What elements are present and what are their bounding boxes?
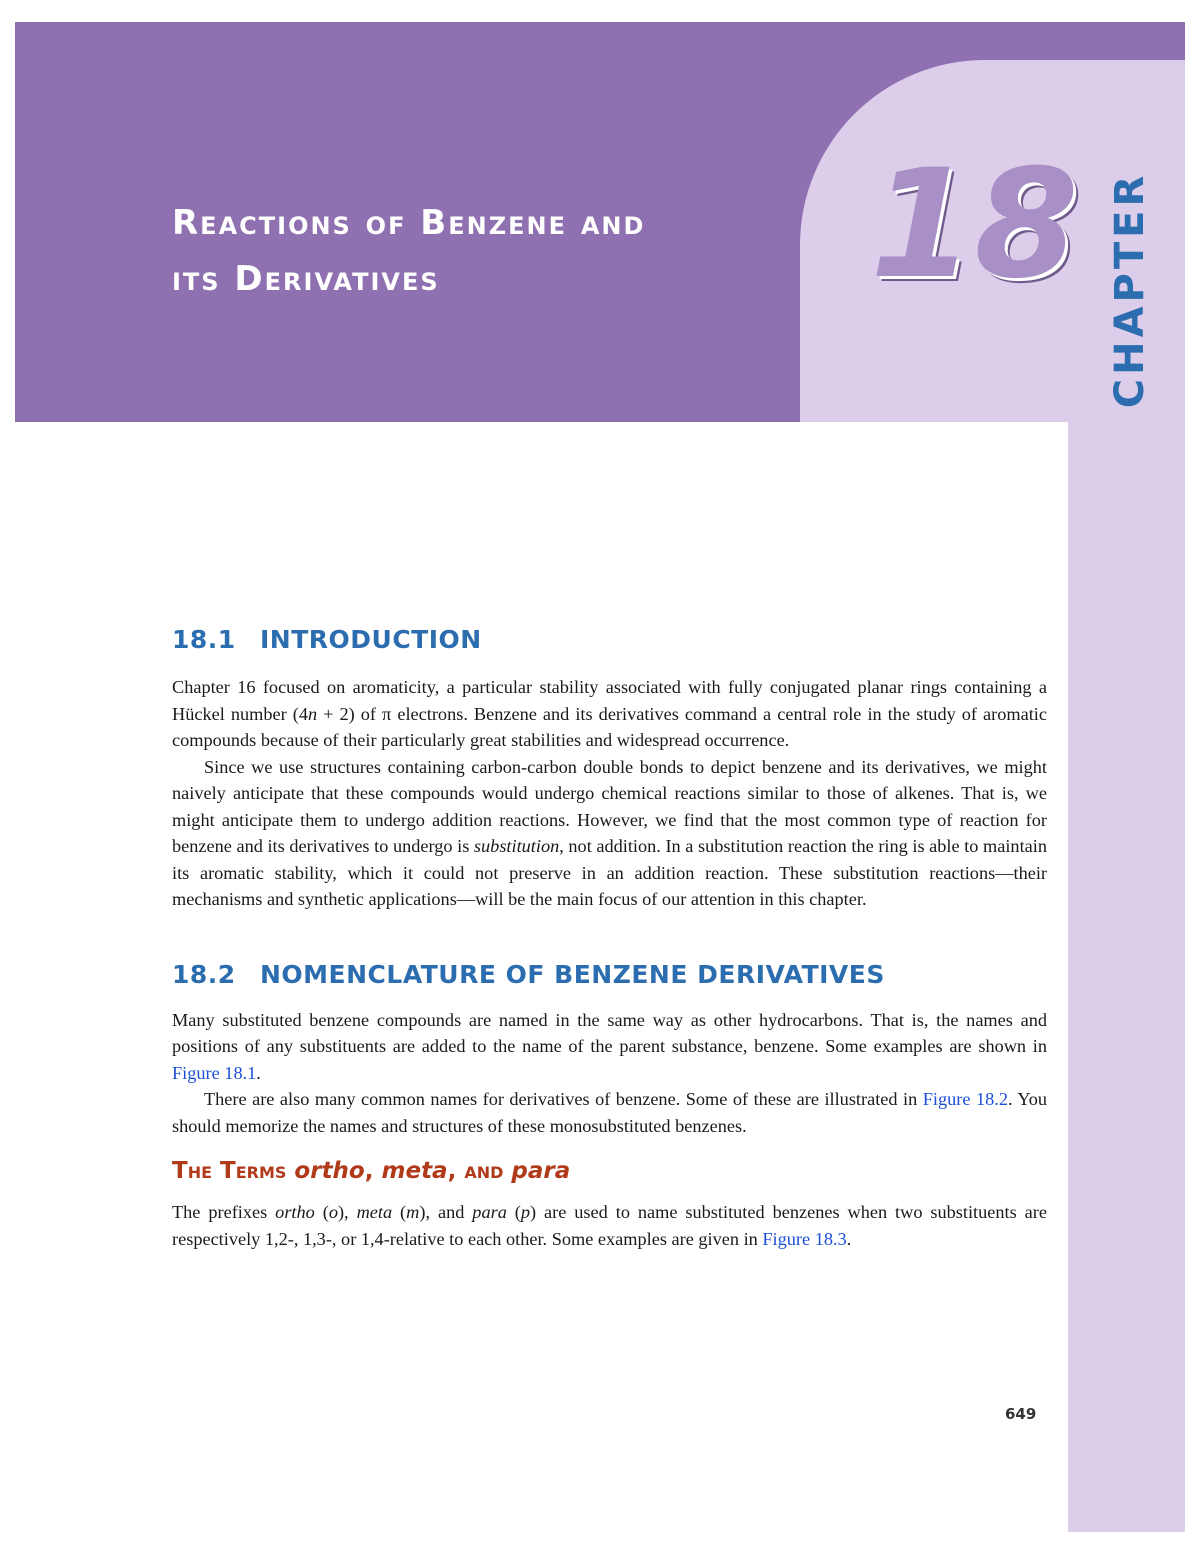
- subsection-heading-ortho-meta-para: [172, 1151, 1047, 1191]
- text-run: . You should memorize the names and structures of these monosubstituted benzenes.: [172, 1089, 1048, 1136]
- chapter-number: 18: [870, 138, 1079, 312]
- section-heading-nomenclature: [172, 953, 1047, 997]
- text-run: ), and: [419, 1202, 473, 1222]
- separator: ,: [364, 1158, 382, 1184]
- section-heading-introduction: [172, 618, 1047, 662]
- italic-run: n: [307, 703, 318, 724]
- italic-run: m: [406, 1202, 420, 1222]
- separator: , and: [447, 1158, 512, 1184]
- section-number: 18.2: [172, 959, 236, 989]
- section-title: NOMENCLATURE OF BENZENE DERIVATIVES: [260, 959, 885, 989]
- text-run: ) are used to name substituted benzenes when two substituents are respectively 1,2-, 1,3-, or 1,4-relative to each other. Some examples are given in: [172, 1202, 1047, 1249]
- page-content: [172, 618, 1047, 1252]
- term-para: para: [511, 1158, 571, 1184]
- ortho-meta-para-paragraph: [172, 1199, 1047, 1252]
- italic-run: o: [328, 1202, 338, 1222]
- italic-run: para: [472, 1202, 507, 1222]
- section-number: 18.1: [172, 625, 236, 654]
- text-run: (: [506, 1202, 521, 1222]
- figure-link-18-3[interactable]: Figure 18.3: [762, 1228, 847, 1249]
- text-run: + 2) of π electrons. Benzene and its derivatives command a central role in the study of aromatic compounds because of their particularly great stabilities and widespread occurrence.: [172, 703, 1047, 750]
- figure-link-18-2[interactable]: Figure 18.2: [922, 1089, 1008, 1109]
- text-run: (: [392, 1202, 407, 1222]
- nomenclature-paragraph-2: [172, 1086, 1047, 1139]
- chapter-title-line2: its Derivatives: [172, 259, 440, 299]
- chapter-title: [172, 195, 812, 307]
- intro-paragraph-1: [172, 674, 1047, 754]
- term-meta: meta: [381, 1158, 448, 1184]
- page-number: 649: [1005, 1405, 1037, 1423]
- chapter-title-line1: Reactions of Benzene and: [172, 203, 646, 243]
- text-run: Chapter 16 focused on aromaticity, a particular stability associated with fully conjugated planar rings containing a Hückel number (4: [172, 677, 1047, 724]
- figure-link-18-1[interactable]: Figure 18.1: [172, 1062, 257, 1083]
- nomenclature-paragraph-1: [172, 1007, 1047, 1087]
- term-ortho: ortho: [294, 1158, 365, 1184]
- italic-run: ortho: [275, 1202, 315, 1222]
- text-run: .: [256, 1062, 261, 1083]
- text-run: There are also many common names for derivatives of benzene. Some of these are illustrated in: [204, 1089, 923, 1109]
- text-run: Many substituted benzene compounds are named in the same way as other hydrocarbons. That is, the names and positions of any substituents are added to the name of the parent substance, benzene. Some examples are shown in: [172, 1009, 1047, 1056]
- text-run: Since we use structures containing carbon-carbon double bonds to depict benzene and its derivatives, we might naively anticipate that these compounds would undergo chemical reactions similar to those of alkenes. That is, we might anticipate them to undergo addition reactions. However, we find that the most common type of reaction for benzene and its derivatives to undergo is: [172, 756, 1047, 856]
- side-strip: [1068, 420, 1185, 1532]
- italic-run: p: [520, 1202, 531, 1222]
- italic-run: substitution: [473, 836, 560, 856]
- text-run: , not addition. In a substitution reaction the ring is able to maintain its aromatic stability, which it could not preserve in an addition reaction. These substitution reactions—their mechanisms and synthetic applications—will be the main focus of our attention in this chapter.: [172, 836, 1047, 909]
- chapter-label: CHAPTER: [1107, 171, 1153, 409]
- italic-run: meta: [356, 1202, 393, 1222]
- text-run: .: [846, 1228, 852, 1249]
- text-run: The prefixes: [172, 1202, 276, 1222]
- subsection-prefix: The Terms: [172, 1158, 295, 1184]
- text-run: (: [314, 1202, 329, 1222]
- text-run: ),: [337, 1202, 357, 1222]
- intro-paragraph-2: [172, 754, 1047, 913]
- section-title: INTRODUCTION: [260, 625, 482, 654]
